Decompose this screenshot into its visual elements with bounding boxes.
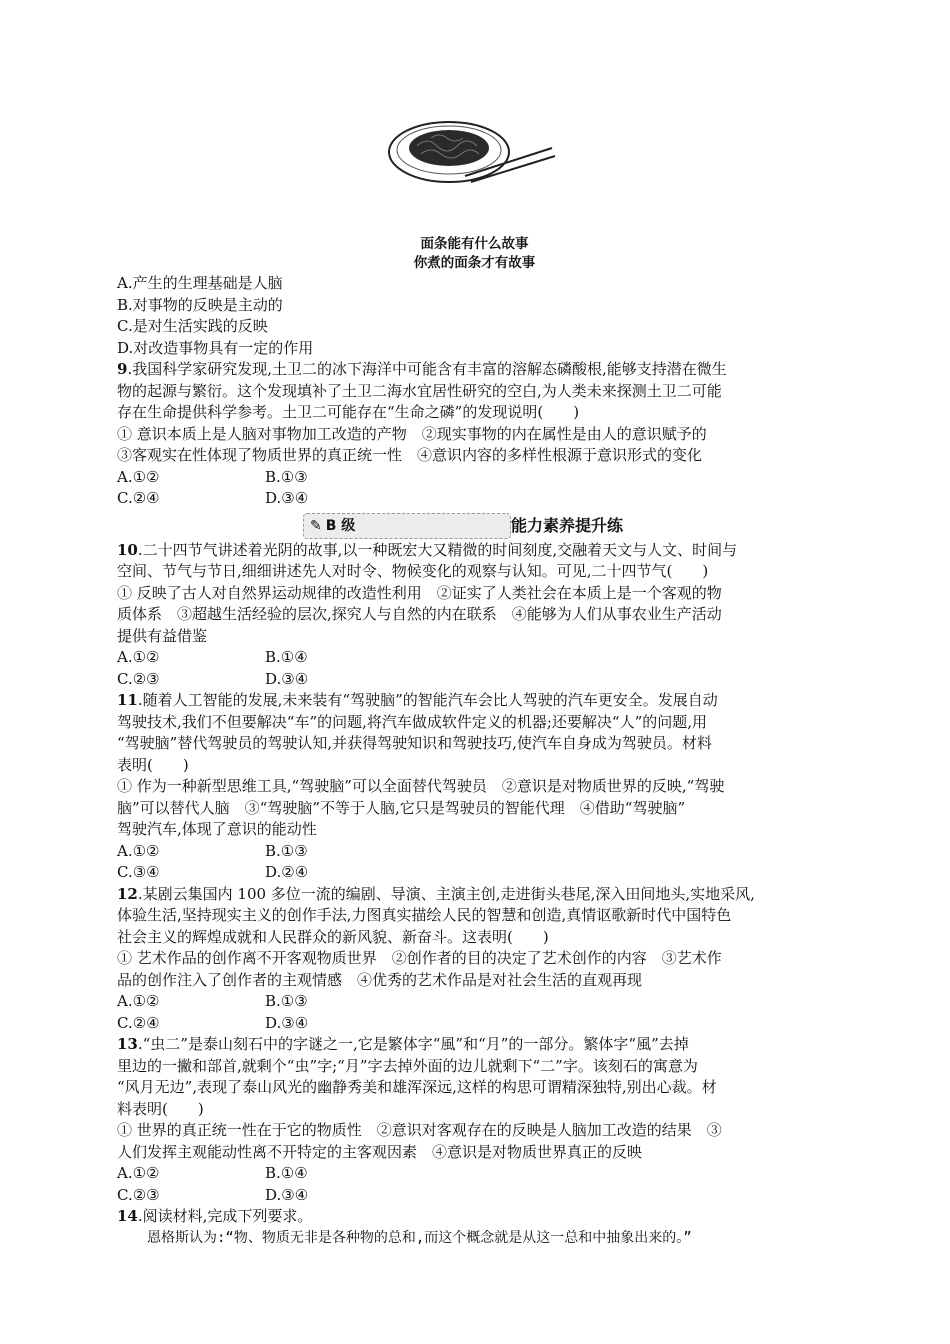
q12-stem-2: 体验生活,坚持现实主义的创作手法,力图真实描绘人民的智慧和创造,真情讴歌新时代中国特色 bbox=[117, 906, 732, 924]
q14-stem-1: .阅读材料,完成下列要求。 bbox=[137, 1207, 313, 1225]
q10-option-b: B.①④ bbox=[265, 648, 308, 666]
q10-item-1: ① 反映了古人对自然界运动规律的改造性利用 ②证实了人类社会在本质上是一个客观的物 bbox=[117, 583, 722, 602]
q13-option-a: A.①② bbox=[117, 1164, 160, 1182]
question-10 bbox=[117, 540, 832, 691]
q10-item-2: 质体系 ③超越生活经验的层次,探究人与自然的内在联系 ④能够为人们从事农业生产活动 bbox=[117, 605, 722, 623]
q13-item-2: 人们发挥主观能动性离不开特定的主客观因素 ④意识是对物质世界真正的反映 bbox=[117, 1142, 643, 1161]
question-9 bbox=[117, 359, 832, 510]
q11-option-b: B.①③ bbox=[265, 841, 308, 860]
q13-option-d: D.③④ bbox=[265, 1185, 309, 1204]
q12-option-a: A.①② bbox=[117, 992, 160, 1010]
q9-stem-1: .我国科学家研究发现,土卫二的冰下海洋中可能含有丰富的溶解态磷酸根,能够支持潜在微生 bbox=[127, 360, 727, 378]
q9-stem-2: 物的起源与繁衍。这个发现填补了土卫二海水宜居性研究的空白,为人类未来探测土卫二可能 bbox=[117, 381, 722, 400]
q11-item-3: 驾驶汽车,体现了意识的能动性 bbox=[117, 820, 317, 838]
q12-option-d: D.③④ bbox=[265, 1013, 309, 1032]
q10-item-3: 提供有益借鉴 bbox=[117, 626, 208, 645]
section-title: 能力素养提升练 bbox=[511, 515, 624, 535]
question-12 bbox=[117, 884, 832, 1035]
question-11 bbox=[117, 690, 832, 884]
q11-stem-2: 驾驶技术,我们不但要解决“车”的问题,将汽车做成软件定义的机器;还要解决“人”的问题,用 bbox=[117, 712, 708, 731]
q13-stem-4: 料表明( ) bbox=[117, 1099, 204, 1118]
q10-number: 10 bbox=[117, 540, 138, 559]
q12-item-1: ① 艺术作品的创作离不开客观物质世界 ②创作者的目的决定了艺术创作的内容 ③艺术作 bbox=[117, 949, 722, 967]
q9-option-a: A.①② bbox=[117, 467, 160, 486]
question-14 bbox=[117, 1206, 832, 1249]
level-label: B 级 bbox=[325, 517, 356, 534]
q13-stem-3: “风月无边”,表现了泰山风光的幽静秀美和雄浑深远,这样的构思可谓精深独特,别出心裁。材 bbox=[117, 1078, 717, 1096]
section-header bbox=[117, 512, 832, 540]
q13-stem-1: .“虫二”是泰山刻石中的字谜之一,它是繁体字“風”和“月”的一部分。繁体字“風”去掉 bbox=[137, 1035, 689, 1053]
q12-option-c: C.②④ bbox=[117, 1013, 160, 1032]
q13-option-b: B.①④ bbox=[265, 1164, 308, 1182]
q10-stem-2: 空间、节气与节日,细细讲述先人对时令、物候变化的观察与认知。可见,二十四节气( ) bbox=[117, 562, 709, 580]
q14-quote: 恩格斯认为:“物、物质无非是各种物的总和,而这个概念就是从这一总和中抽象出来的。” bbox=[147, 1229, 692, 1246]
q9-number: 9 bbox=[117, 360, 128, 378]
q11-item-2: 脑”可以替代人脑 ③“驾驶脑”不等于人脑,它只是驾驶员的智能代理 ④借助“驾驶脑” bbox=[117, 798, 686, 817]
q12-item-2: 品的创作注入了创作者的主观情感 ④优秀的艺术作品是对社会生活的直观再现 bbox=[117, 970, 643, 989]
q13-item-1: ① 世界的真正统一性在于它的物质性 ②意识对客观存在的反映是人脑加工改造的结果 ③ bbox=[117, 1121, 722, 1139]
q12-number: 12 bbox=[117, 884, 138, 903]
q11-stem-3: “驾驶脑”替代驾驶员的驾驶认知,并获得驾驶知识和驾驶技巧,使汽车自身成为驾驶员。材料 bbox=[117, 734, 712, 752]
q10-option-c: C.②③ bbox=[117, 669, 160, 688]
q11-stem-4: 表明( ) bbox=[117, 755, 189, 774]
q9-item-1: ① 意识本质上是人脑对事物加工改造的产物 ②现实事物的内在属性是由人的意识赋予的 bbox=[117, 424, 707, 443]
figure-caption-2: 你煮的面条才有故事 bbox=[413, 255, 536, 271]
q13-stem-2: 里边的一撇和部首,就剩个“虫”字;“月”字去掉外面的边儿就剩下“二”字。该刻石的寓意为 bbox=[117, 1056, 698, 1075]
q10-option-a: A.①② bbox=[117, 648, 160, 666]
q11-stem-1: .随着人工智能的发展,未来装有“驾驶脑”的智能汽车会比人驾驶的汽车更安全。发展自动 bbox=[137, 691, 718, 709]
document-page bbox=[117, 110, 832, 1249]
q11-option-d: D.②④ bbox=[265, 863, 309, 881]
q9-option-c: C.②④ bbox=[117, 489, 160, 507]
q8-option-c: C.是对生活实践的反映 bbox=[117, 317, 268, 335]
pencil-icon: ✎ bbox=[310, 517, 322, 534]
q8-option-d: D.对改造事物具有一定的作用 bbox=[117, 338, 314, 357]
q12-stem-3: 社会主义的辉煌成就和人民群众的新风貌、新奋斗。这表明( ) bbox=[117, 927, 549, 946]
q8-option-b: B.对事物的反映是主动的 bbox=[117, 295, 283, 314]
q14-number: 14 bbox=[117, 1207, 138, 1225]
question-13 bbox=[117, 1034, 832, 1206]
figure-caption-1: 面条能有什么故事 bbox=[420, 236, 529, 252]
q13-number: 13 bbox=[117, 1035, 138, 1053]
q13-option-c: C.②③ bbox=[117, 1185, 160, 1204]
q11-item-1: ① 作为一种新型思维工具,“驾驶脑”可以全面替代驾驶员 ②意识是对物质世界的反映,“驾驶 bbox=[117, 777, 725, 795]
q9-option-b: B.①③ bbox=[265, 467, 308, 486]
noodle-figure bbox=[117, 110, 832, 235]
q12-option-b: B.①③ bbox=[265, 992, 308, 1010]
q10-option-d: D.③④ bbox=[265, 669, 309, 688]
q8-options bbox=[117, 273, 832, 359]
q9-stem-3: 存在生命提供科学参考。土卫二可能存在“生命之磷”的发现说明( ) bbox=[117, 403, 580, 421]
q10-stem-1: .二十四节气讲述着光阴的故事,以一种既宏大又精微的时间刻度,交融着天文与人文、时间与 bbox=[137, 540, 738, 559]
q9-option-d: D.③④ bbox=[265, 489, 309, 507]
noodle-bowl-illustration bbox=[387, 110, 567, 220]
q9-item-2: ③客观实在性体现了物质世界的真正统一性 ④意识内容的多样性根源于意识形式的变化 bbox=[117, 446, 703, 464]
q11-option-c: C.③④ bbox=[117, 863, 160, 881]
q11-option-a: A.①② bbox=[117, 841, 160, 860]
q8-option-a: A.产生的生理基础是人脑 bbox=[117, 274, 283, 292]
q11-number: 11 bbox=[117, 691, 138, 709]
level-badge bbox=[303, 513, 511, 539]
q12-stem-1: .某剧云集国内 100 多位一流的编剧、导演、主演主创,走进街头巷尾,深入田间地头,实地采风, bbox=[137, 884, 755, 903]
